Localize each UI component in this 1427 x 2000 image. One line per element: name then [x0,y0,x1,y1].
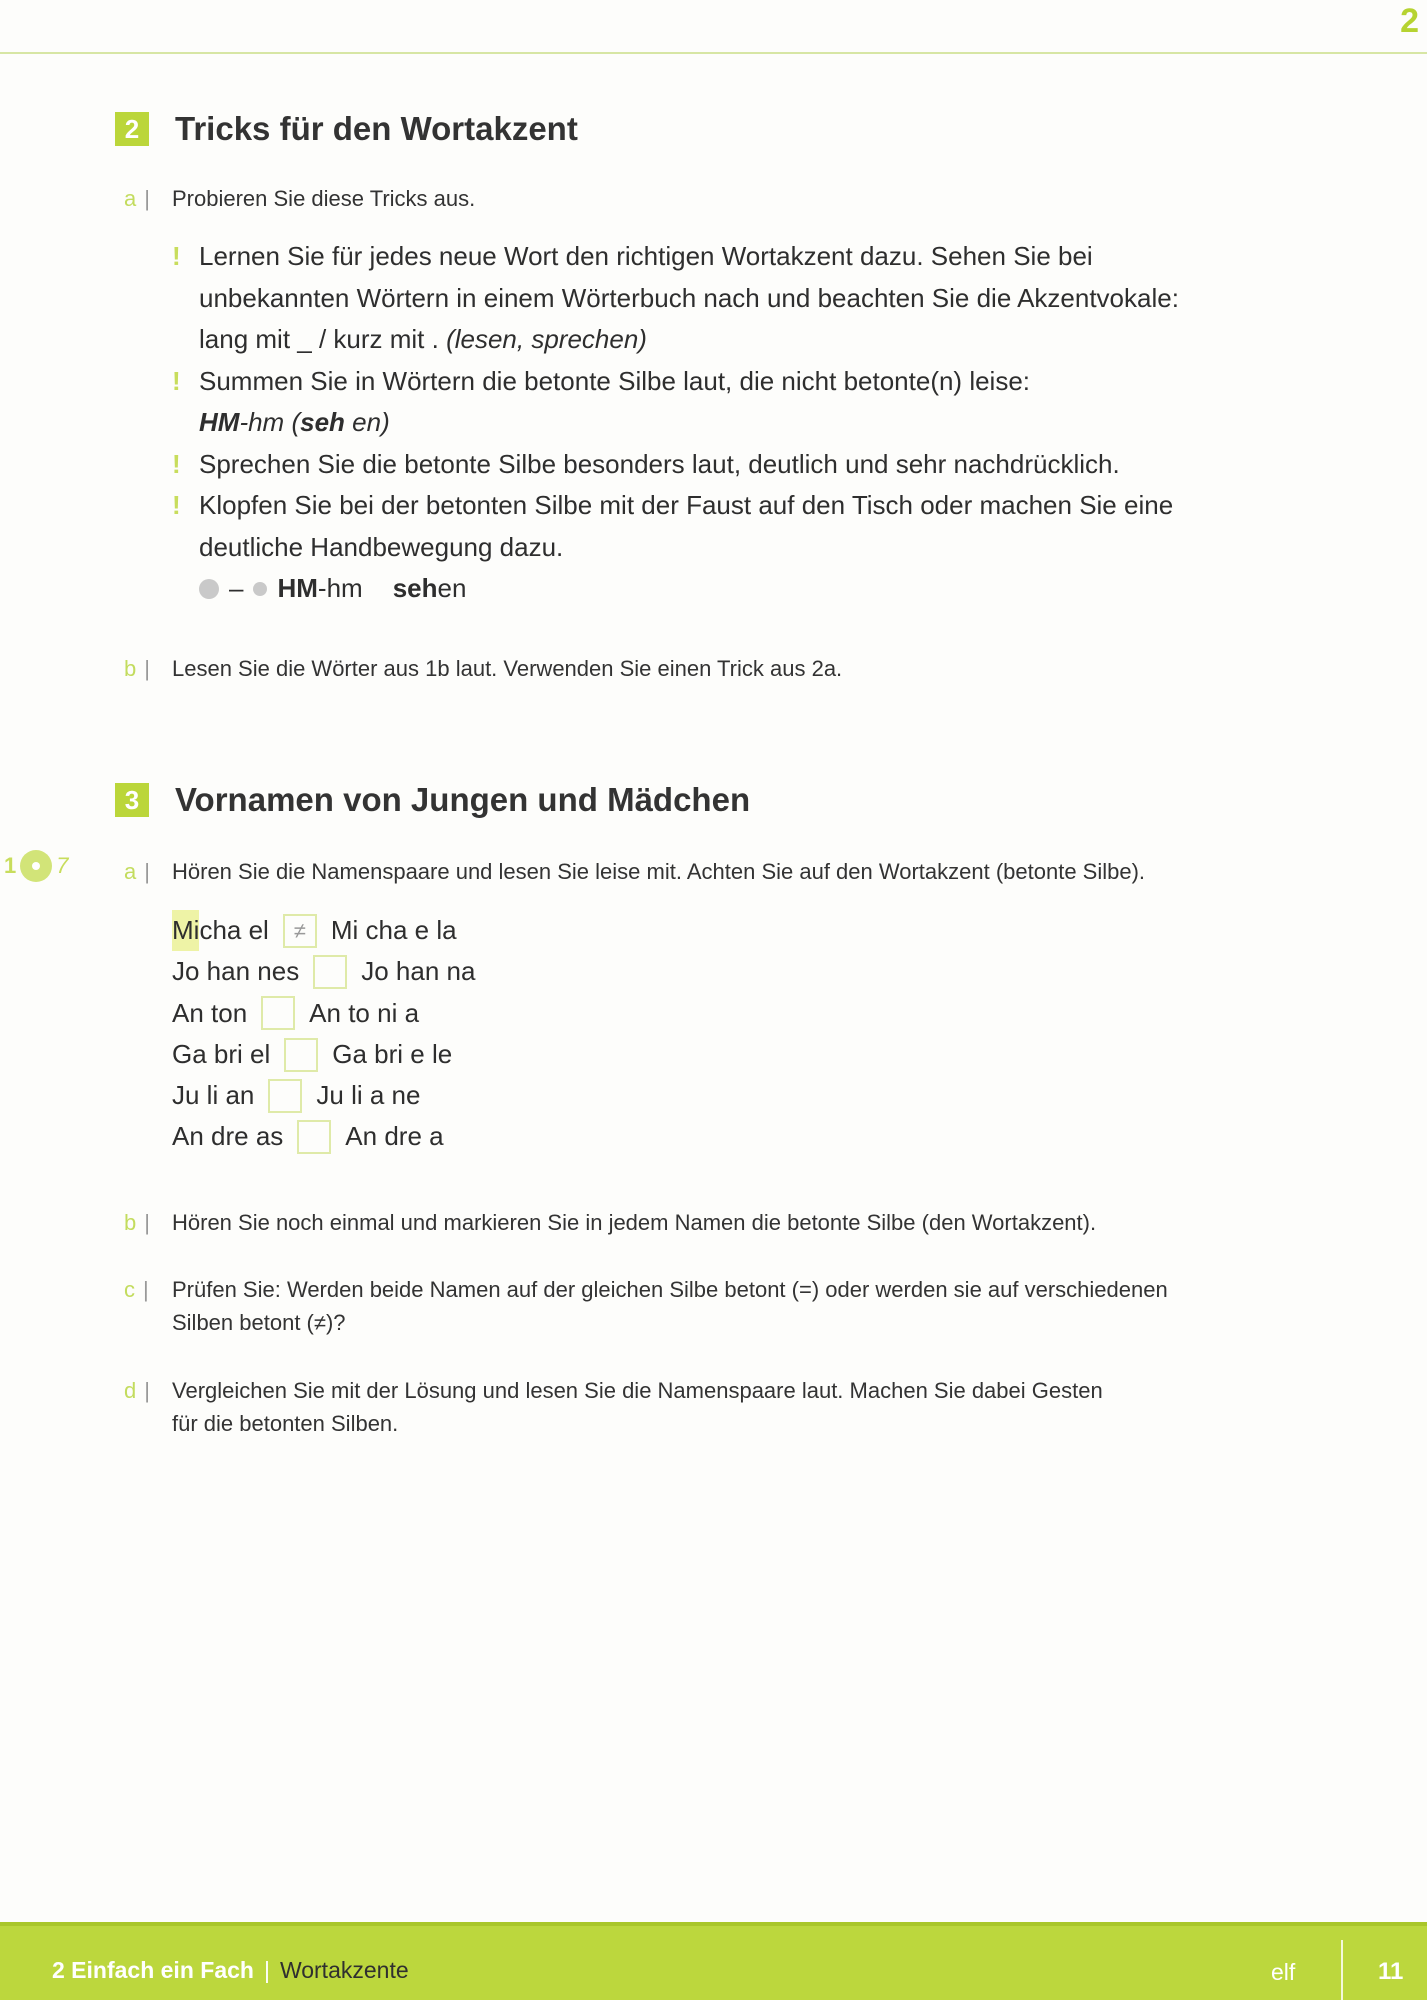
tip-item: ! Lernen Sie für jedes neue Wort den richtigen Wortakzent dazu. Sehen Sie bei unbekannten Wörtern in einem Wörterbuch nach und beachten Sie die Akzentvokale: lang mit _ / kurz mit . (lesen, sprechen) [172,236,1252,361]
top-rule [0,52,1427,54]
task-instruction: Lesen Sie die Wörter aus 1b laut. Verwenden Sie einen Trick aus 2a. [172,656,843,681]
name-pair-row: Mi cha el ≠ Mi cha e la [172,910,475,951]
stressed-dot-icon [199,579,219,599]
task-instruction: Hören Sie noch einmal und markieren Sie in jedem Namen die betonte Silbe (den Wortakzent). [172,1210,1097,1235]
audio-track-reference[interactable]: 1 7 [4,850,69,882]
page-number-word: elf [1271,1959,1296,1985]
name-pairs-list [172,910,475,1158]
example-hm: HM-hm (seh en) [199,407,390,437]
chapter-number: 2 [1400,2,1419,40]
task-letter: a | [124,859,150,884]
task-3d [124,1374,1272,1440]
section-3-heading [115,781,750,819]
task-instruction: Prüfen Sie: Werden beide Namen auf der gleichen Silbe betont (=) oder werden sie auf verschiedenen Silben betont (≠)? [172,1277,1168,1335]
section-number-badge: 2 [115,112,149,146]
task-3c [124,1273,1272,1339]
name-pair-row: An dre as An dre a [172,1116,475,1157]
unstressed-dot-icon [253,582,267,596]
exclamation-icon: ! [172,241,181,271]
name-pair-row: Ju li an Ju li a ne [172,1075,475,1116]
answer-box[interactable] [268,1079,302,1113]
task-letter: d | [124,1378,150,1403]
exclamation-icon: ! [172,365,181,396]
task-instruction: Hören Sie die Namenspaare und lesen Sie leise mit. Achten Sie auf den Wortakzent (betonte Silbe). [172,859,1146,884]
stress-pattern-example: – HM -hm seh en [172,568,1252,610]
tip-item: ! Sprechen Sie die betonte Silbe besonders laut, deutlich und sehr nachdrücklich. [172,444,1252,486]
task-3b [124,1206,1272,1239]
task-2b [124,652,1272,685]
task-letter: c | [124,1277,149,1302]
task-letter: a | [124,186,150,211]
exclamation-icon: ! [172,490,181,520]
task-3a [124,855,1272,888]
task-letter: b | [124,656,150,681]
tips-list [172,236,1252,610]
task-instruction: Probieren Sie diese Tricks aus. [172,186,476,211]
answer-box[interactable] [297,1120,331,1154]
tip-item: ! Summen Sie in Wörtern die betonte Silbe laut, die nicht betonte(n) leise: HM-hm (seh en) [172,361,1252,444]
name-pair-row: Ga bri el Ga bri e le [172,1034,475,1075]
footer-chapter-info: 2 Einfach ein Fach | Wortakzente [52,1957,409,1983]
exclamation-icon: ! [172,448,181,479]
task-instruction: Vergleichen Sie mit der Lösung und lesen Sie die Namenspaare laut. Machen Sie dabei Gesten für die betonten Silben. [172,1378,1103,1436]
answer-box[interactable] [284,1038,318,1072]
answer-box[interactable]: ≠ [283,914,317,948]
footer-divider [1341,1940,1343,2000]
name-pair-row: Jo han nes Jo han na [172,951,475,992]
section-title: Tricks für den Wortakzent [175,110,578,147]
section-title: Vornamen von Jungen und Mädchen [175,781,751,818]
section-number-badge: 3 [115,783,149,817]
page-number: 11 [1378,1958,1404,1985]
cd-icon [20,850,52,882]
task-letter: b | [124,1210,150,1235]
section-2-heading [115,110,578,148]
answer-box[interactable] [313,955,347,989]
tip-item: ! Klopfen Sie bei der betonten Silbe mit der Faust auf den Tisch oder machen Sie eine deutliche Handbewegung dazu. [172,485,1252,568]
task-2a [124,182,1272,215]
name-pair-row: An ton An to ni a [172,993,475,1034]
answer-box[interactable] [261,996,295,1030]
